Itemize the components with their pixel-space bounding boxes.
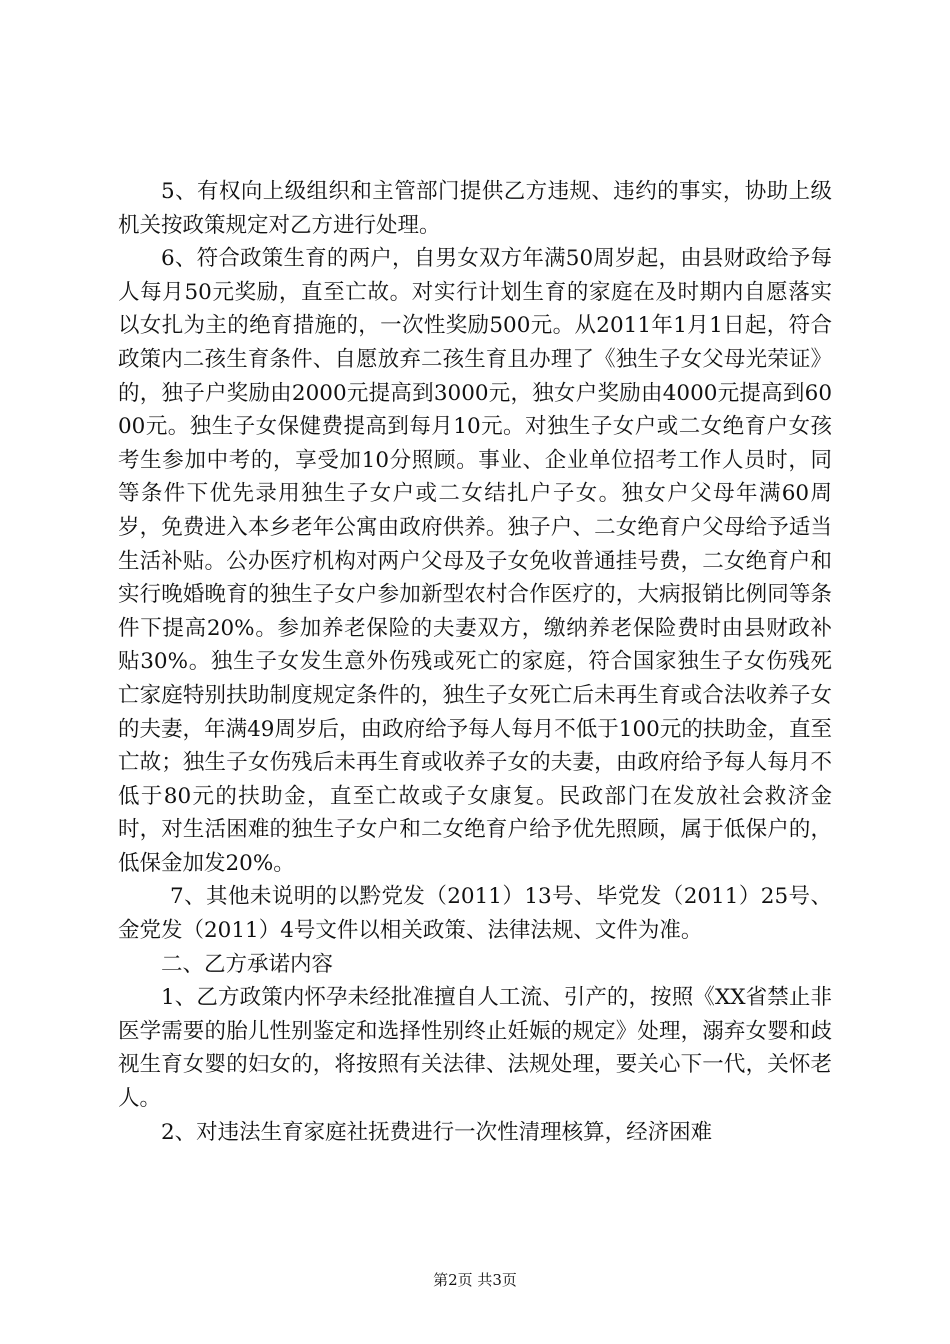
page-footer — [0, 1270, 950, 1290]
section-heading-party-b: 二、乙方承诺内容 — [161, 951, 334, 977]
paragraph-commitment-2: 2、对违法生育家庭社抚费进行一次性清理核算，经济困难 — [161, 1119, 713, 1145]
document-body — [118, 175, 832, 1149]
paragraph-item-6: 6、符合政策生育的两户，自男女双方年满50周岁起，由县财政给予每人每月50元奖励，直至亡故。对实行计划生育的家庭在及时期内自愿落实以女扎为主的绝育措施的，一次性奖励500元。从2011年1月1日起，符合政策内二孩生育条件、自愿放弃二孩生育且办理了《独生子女父母光荣证》的，独子户奖励由2000元提高到3000元，独女户奖励由4000元提高到6000元。独生子女保健费提高到每月10元。对独生子女户或二女绝育户女孩考生参加中考的，享受加10分照顾。事业、企业单位招考工作人员时，同等条件下优先录用独生子女户或二女结扎户子女。独女户父母年满60周岁，免费进入本乡老年公寓由政府供养。独子户、二女绝育户父母给予适当生活补贴。公办医疗机构对两户父母及子女免收普通挂号费，二女绝育户和实行晚婚晚育的独生子女户参加新型农村合作医疗的，大病报销比例同等条件下提高20%。参加养老保险的夫妻双方，缴纳养老保险费时由县财政补贴30%。独生子女发生意外伤残或死亡的家庭，符合国家独生子女伤残死亡家庭特别扶助制度规定条件的，独生子女死亡后未再生育或合法收养子女的夫妻，年满49周岁后，由政府给予每人每月不低于100元的扶助金，直至亡故；独生子女伤残后未再生育或收养子女的夫妻，由政府给予每人每月不低于80元的扶助金，直至亡故或子女康复。民政部门在发放社会救济金时，对生活困难的独生子女户和二女绝育户给予优先照顾，属于低保户的，低保金加发20%。 — [118, 246, 832, 876]
paragraph-commitment-1: 1、乙方政策内怀孕未经批准擅自人工流、引产的，按照《XX省禁止非医学需要的胎儿性别鉴定和选择性别终止妊娠的规定》处理，溺弃女婴和歧视生育女婴的妇女的，将按照有关法律、法规处理，要关心下一代，关怀老人。 — [118, 985, 832, 1112]
paragraph-item-7: 7、其他未说明的以黔党发（2011）13号、毕党发（2011）25号、金党发（2011）4号文件以相关政策、法律法规、文件为准。 — [118, 884, 832, 944]
page-number-label: 第2页 共3页 — [433, 1271, 517, 1289]
paragraph-item-5: 5、有权向上级组织和主管部门提供乙方违规、违约的事实，协助上级机关按政策规定对乙方进行处理。 — [118, 179, 832, 238]
